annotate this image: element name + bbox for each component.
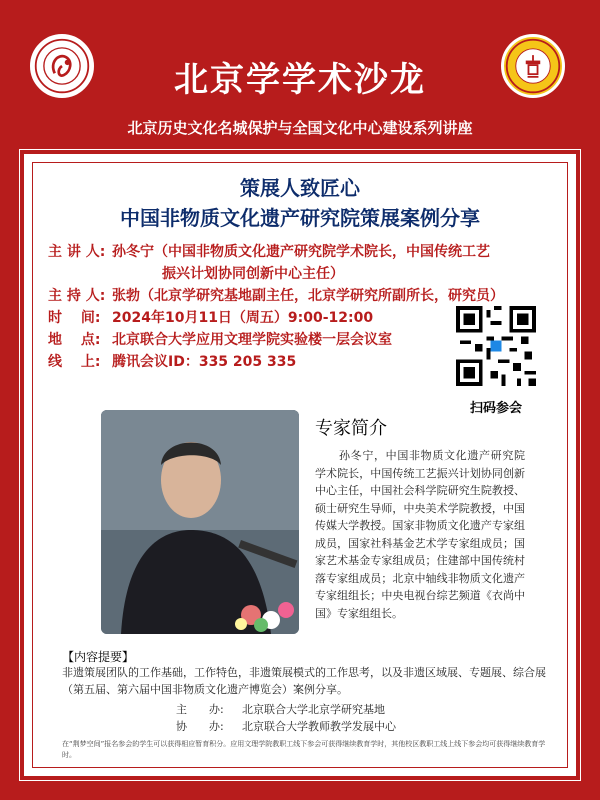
speaker-photo [101,410,299,634]
salon-title: 北京学学术沙龙 [174,60,426,100]
info-online [48,351,296,371]
info-value: 振兴计划协同创新中心主任） [162,266,344,282]
info-key: 主 持 人: [48,288,106,304]
info-value: 2024年10月11日（周五）9:00-12:00 [112,310,374,326]
organizer-value: 北京联合大学北京学研究基地 [242,703,385,716]
footnote: 在“荆梦空间”报名参会的学生可以获得相应暂育积分。应用文理学院教职工线下参会可获得继续教育学时，其他校区教职工线上线下参会均可获得继续教育学时。 [62,740,546,759]
info-host [48,285,504,305]
organizer-key: 协 办: [176,720,224,733]
info-value: 孙冬宁（中国非物质文化遗产研究院学术院长，中国传统工艺 [112,244,490,260]
info-key: 时 间: [48,310,101,326]
qr-caption: 扫码参会 [470,401,523,416]
qr-code-icon[interactable] [456,306,536,386]
organizer-host [176,701,385,717]
lecture-title-line1: 策展人致匠心 [240,176,360,200]
organizer-key: 主 办: [176,703,224,716]
info-key: 地 点: [48,332,101,348]
info-value: 腾讯会议ID：335 205 335 [112,354,297,370]
organizer-value: 北京联合大学教师教学发展中心 [242,720,396,733]
info-speaker [48,241,490,261]
poster-header [0,0,600,150]
lecture-title-line2: 中国非物质文化遗产研究院策展案例分享 [120,206,480,230]
summary-heading: 【内容提要】 [62,650,135,664]
series-subtitle: 北京历史文化名城保护与全国文化中心建设系列讲座 [127,119,473,137]
organizer-co [176,718,396,734]
info-value: 张勃（北京学研究基地副主任，北京学研究所副所长，研究员） [112,288,504,304]
summary-text: 非遗策展团队的工作基础，工作特色，非遗策展模式的工作思考，以及非遗区域展、专题展、综合展（第五届、第六届中国非物质文化遗产博览会）案例分享。 [62,666,546,696]
info-key: 线 上: [48,354,101,370]
expert-bio: 孙冬宁，中国非物质文化遗产研究院学术院长，中国传统工艺振兴计划协同创新中心主任，中国社会科学院研究生院教授、硕士研究生导师，中央美术学院教授，中国传媒大学教授。国家非物质文化遗产专家组成员，国家社科基金艺术学专家组成员；国家艺术基金专家组成员；住建部中国传统村落专家组成员；北京中轴线非物质文化遗产专家组组长；中央电视台综艺频道《衣尚中国》专家组组长。 [315,449,525,620]
beijing-studies-logo-icon [501,34,565,98]
expert-heading: 专家简介 [315,418,387,439]
info-value: 北京联合大学应用文理学院实验楼一层会议室 [112,332,392,348]
info-key: 主 讲 人: [48,244,106,260]
info-location [48,329,392,349]
info-time [48,307,373,327]
info-speaker-cont [48,263,344,283]
